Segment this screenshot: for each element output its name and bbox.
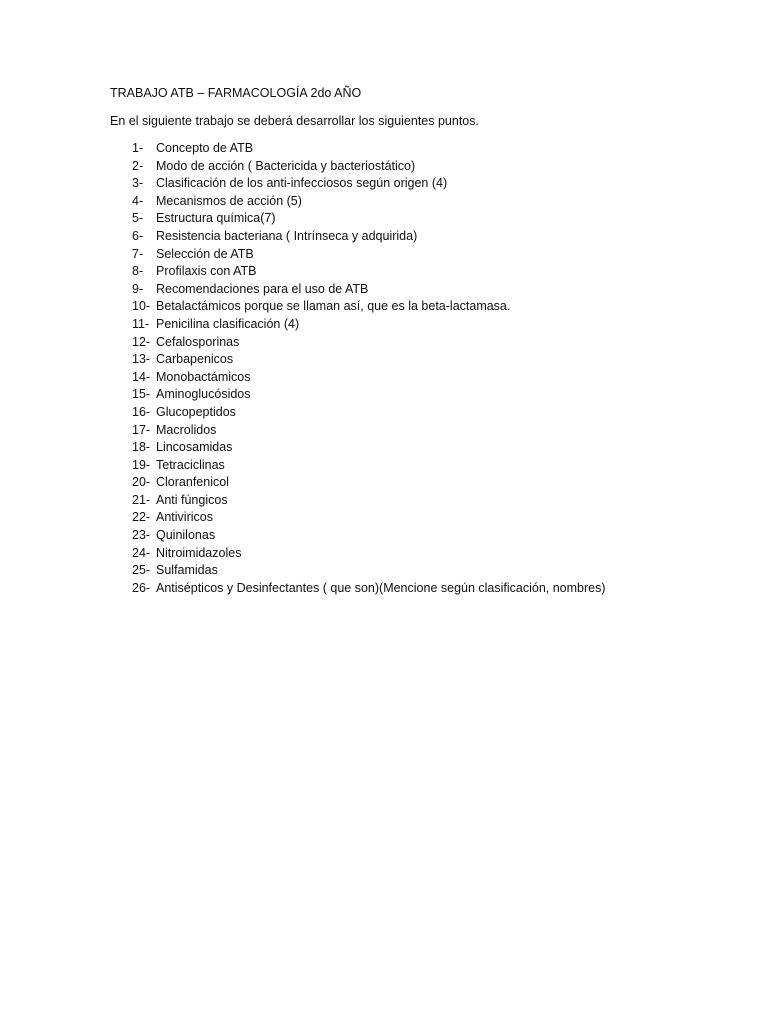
- list-item-number: 21-: [132, 492, 151, 507]
- list-item-text: Penicilina clasificación (4): [156, 316, 300, 331]
- list-item-text: Concepto de ATB: [156, 141, 254, 155]
- list-item-number: 24-: [132, 545, 151, 560]
- list-item-text: Carbapenicos: [156, 352, 234, 367]
- list-item-number: 15-: [132, 387, 151, 402]
- list-item-text: Selección de ATB: [156, 246, 254, 261]
- list-item-text: Modo de acción ( Bactericida y bacteriostático): [156, 158, 416, 173]
- list-item-text: Quinilonas: [156, 528, 216, 543]
- list-item-text: Cefalosporinas: [156, 334, 240, 349]
- list-item-number: 20-: [132, 475, 151, 490]
- list-item-number: 10-: [132, 299, 151, 314]
- list-item-text: Profilaxis con ATB: [156, 264, 257, 279]
- list-item-text: Clasificación de los anti-infecciosos según origen (4): [156, 176, 448, 191]
- list-item-text: Recomendaciones para el uso de ATB: [156, 281, 369, 296]
- list-item-text: Antisépticos y Desinfectantes ( que son)(Mencione según clasificación, nombres): [156, 580, 606, 595]
- list-item-text: Resistencia bacteriana ( Intrínseca y adquirida): [156, 228, 418, 243]
- list-item-number: 25-: [132, 563, 151, 578]
- list-item-number: 1-: [132, 141, 144, 155]
- list-item-text: Anti fúngicos: [156, 492, 228, 507]
- list-item-number: 19-: [132, 457, 151, 472]
- list-item-number: 14-: [132, 369, 151, 384]
- document-title: TRABAJO ATB – FARMACOLOGÍA 2do AÑO: [110, 86, 362, 100]
- list-item-number: 11-: [132, 316, 150, 331]
- list-item-text: Sulfamidas: [156, 563, 218, 578]
- list-item-number: 26-: [132, 580, 151, 595]
- list-item-text: Monobactámicos: [156, 369, 251, 384]
- list-item-number: 18-: [132, 440, 151, 455]
- list-item-text: Estructura química(7): [156, 211, 276, 226]
- list-item-number: 4-: [132, 193, 144, 208]
- list-item-number: 13-: [132, 352, 151, 367]
- list-item-number: 3-: [132, 176, 144, 191]
- list-item-number: 16-: [132, 404, 151, 419]
- list-item-text: Tetraciclinas: [156, 457, 225, 472]
- list-item-number: 6-: [132, 228, 144, 243]
- list-item-number: 2-: [132, 158, 144, 173]
- list-item-text: Cloranfenicol: [156, 475, 229, 490]
- list-item-text: Antiviricos: [156, 510, 213, 525]
- list-item-number: 12-: [132, 334, 151, 349]
- list-item-text: Macrolidos: [156, 422, 217, 437]
- list-item-number: 7-: [132, 246, 144, 261]
- list-item-text: Glucopeptidos: [156, 404, 236, 419]
- list-item-text: Nitroimidazoles: [156, 545, 242, 560]
- list-item-text: Betalactámicos porque se llaman así, que es la beta-lactamasa.: [156, 299, 511, 314]
- list-item-number: 17-: [132, 422, 151, 437]
- list-item-text: Mecanismos de acción (5): [156, 193, 302, 208]
- document-intro: En el siguiente trabajo se deberá desarrollar los siguientes puntos.: [110, 114, 479, 128]
- list-item-number: 5-: [132, 211, 144, 226]
- list-item-number: 23-: [132, 528, 151, 543]
- list-item-text: Lincosamidas: [156, 440, 233, 455]
- list-item-number: 9-: [132, 281, 144, 296]
- list-item-text: Aminoglucósidos: [156, 387, 251, 402]
- list-item-number: 22-: [132, 510, 151, 525]
- list-item-number: 8-: [132, 264, 144, 279]
